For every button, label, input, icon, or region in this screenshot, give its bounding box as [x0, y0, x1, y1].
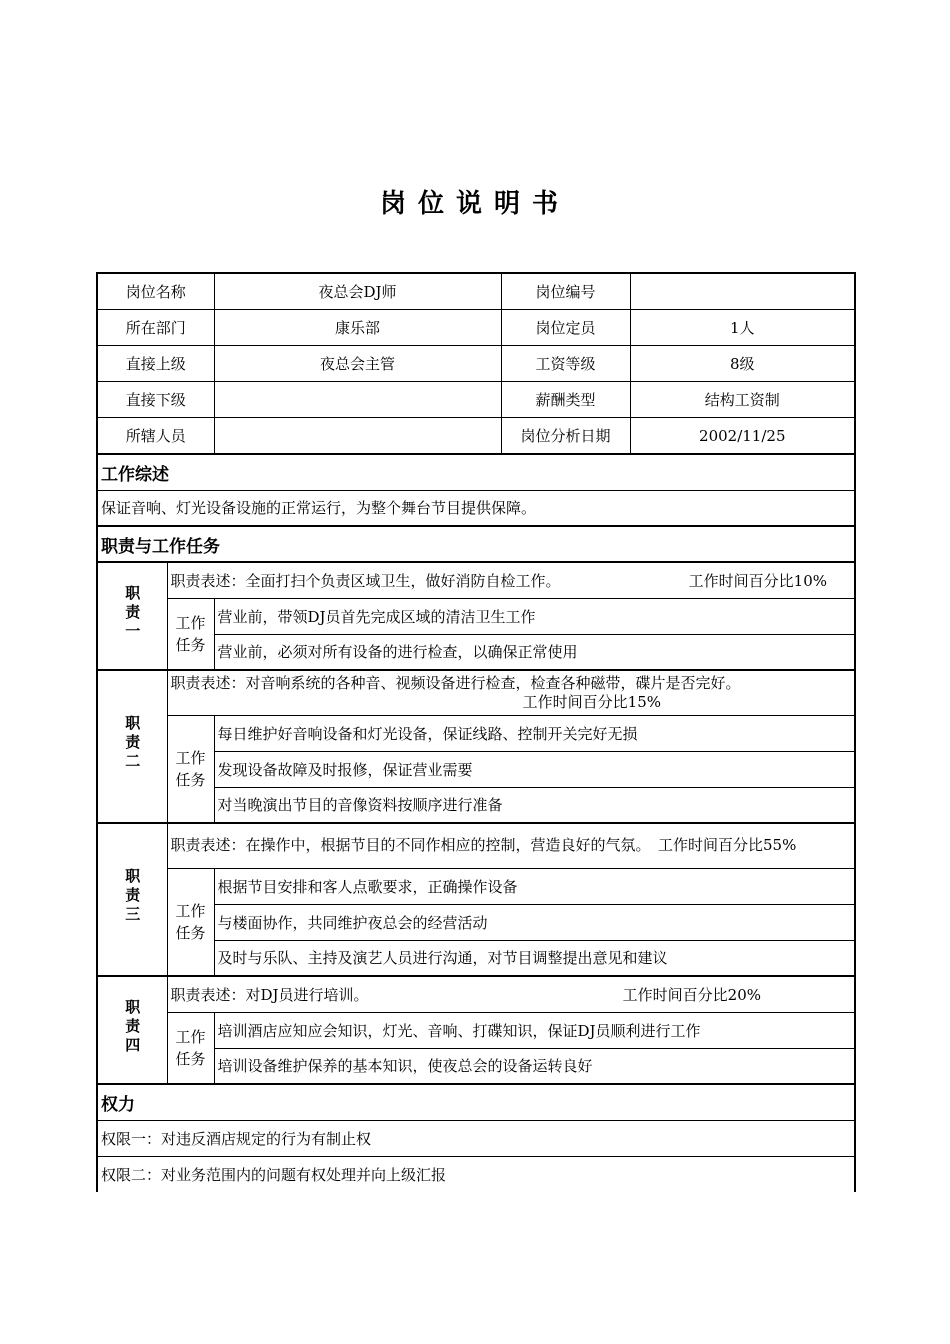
value-staff [214, 418, 501, 455]
duty3-task-label [167, 868, 214, 976]
label-analysis-date: 岗位分析日期 [501, 418, 630, 455]
label-headcount: 岗位定员 [501, 310, 630, 346]
duty1-label [97, 562, 167, 670]
value-position-name: 夜总会DJ师 [214, 273, 501, 310]
duty2-task2: 发现设备故障及时报修，保证营业需要 [214, 751, 855, 787]
value-analysis-date: 2002/11/25 [630, 418, 855, 455]
duty2-pct: 工作时间百分比15% [522, 692, 662, 711]
label-position-name: 岗位名称 [97, 273, 214, 310]
duty1-label-text: 职责一 [123, 584, 142, 642]
duty2-task3: 对当晚演出节目的音像资料按顺序进行准备 [214, 787, 855, 823]
value-subordinate [214, 382, 501, 418]
duty4-label [97, 976, 167, 1084]
duties-heading: 职责与工作任务 [97, 526, 855, 562]
duty3-label-text: 职责三 [123, 868, 142, 925]
duty2-task-label [167, 715, 214, 823]
duty2-task-label-text: 工作任务 [175, 748, 206, 789]
duty2-desc-text: 职责表述：对音响系统的各种音、视频设备进行检查，检查各种磁带，碟片是否完好。 [170, 673, 741, 692]
duty4-desc [167, 976, 855, 1012]
page-title: 岗位说明书 [379, 189, 570, 219]
value-salary-grade: 8级 [630, 346, 855, 382]
label-department: 所在部门 [97, 310, 214, 346]
duty1-task-row [97, 598, 855, 634]
authority-item-1: 权限一：对违反酒店规定的行为有制止权 [97, 1120, 855, 1156]
label-position-code: 岗位编号 [501, 273, 630, 310]
duty2-task1: 每日维护好音响设备和灯光设备，保证线路、控制开关完好无损 [214, 715, 855, 751]
duty2-desc-row [97, 670, 855, 715]
duty4-task2: 培训设备维护保养的基本知识，使夜总会的设备运转良好 [214, 1048, 855, 1084]
summary-heading: 工作综述 [97, 454, 855, 490]
authority-row [97, 1156, 855, 1192]
duty4-label-text: 职责四 [123, 998, 142, 1056]
value-pay-type: 结构工资制 [630, 382, 855, 418]
label-subordinate: 直接下级 [97, 382, 214, 418]
value-department: 康乐部 [214, 310, 501, 346]
duty2-desc [167, 670, 855, 715]
info-row-subordinate [97, 382, 855, 418]
info-row-position [97, 273, 855, 310]
info-row-supervisor [97, 346, 855, 382]
duty2-label-text: 职责二 [123, 715, 142, 772]
authority-heading-row [97, 1084, 855, 1120]
duty1-desc-row [97, 562, 855, 598]
value-position-code [630, 273, 855, 310]
info-row-staff [97, 418, 855, 455]
job-description-table [96, 272, 856, 1192]
summary-text: 保证音响、灯光设备设施的正常运行，为整个舞台节目提供保障。 [97, 490, 855, 526]
authority-row [97, 1120, 855, 1156]
duty4-pct: 工作时间百分比20% [622, 985, 762, 1004]
duty3-desc: 职责表述：在操作中，根据节目的不同作相应的控制，营造良好的气氛。 工作时间百分比55% [167, 823, 855, 868]
duty4-desc-row [97, 976, 855, 1012]
duty3-task3: 及时与乐队、主持及演艺人员进行沟通，对节目调整提出意见和建议 [214, 940, 855, 976]
label-staff: 所辖人员 [97, 418, 214, 455]
duty3-task2: 与楼面协作，共同维护夜总会的经营活动 [214, 904, 855, 940]
duty1-task2: 营业前，必须对所有设备的进行检查，以确保正常使用 [214, 634, 855, 670]
summary-heading-row [97, 454, 855, 490]
summary-text-row [97, 490, 855, 526]
label-salary-grade: 工资等级 [501, 346, 630, 382]
duty3-task-label-text: 工作任务 [175, 901, 206, 942]
duty1-task-label-text: 工作任务 [175, 613, 206, 654]
duty4-task-label-text: 工作任务 [175, 1027, 206, 1068]
duty1-desc-text: 职责表述：全面打扫个负责区域卫生，做好消防自检工作。 [170, 571, 561, 590]
duty4-task-label [167, 1012, 214, 1084]
duty1-desc [167, 562, 855, 598]
duty4-task-row [97, 1012, 855, 1048]
duties-heading-row [97, 526, 855, 562]
duty3-task-row [97, 868, 855, 904]
duty3-task1: 根据节目安排和客人点歌要求，正确操作设备 [214, 868, 855, 904]
duty4-task1: 培训酒店应知应会知识，灯光、音响、打碟知识，保证DJ员顺利进行工作 [214, 1012, 855, 1048]
duty1-pct: 工作时间百分比10% [688, 571, 828, 590]
duty3-label [97, 823, 167, 976]
duty2-label [97, 670, 167, 823]
authority-item-2: 权限二：对业务范围内的问题有权处理并向上级汇报 [97, 1156, 855, 1192]
value-headcount: 1人 [630, 310, 855, 346]
info-row-department [97, 310, 855, 346]
value-supervisor: 夜总会主管 [214, 346, 501, 382]
duty1-task-label [167, 598, 214, 670]
authority-heading: 权力 [97, 1084, 855, 1120]
duty2-task-row [97, 715, 855, 751]
duty1-task1: 营业前，带领DJ员首先完成区域的清洁卫生工作 [214, 598, 855, 634]
duty4-desc-text: 职责表述：对DJ员进行培训。 [170, 985, 369, 1004]
label-pay-type: 薪酬类型 [501, 382, 630, 418]
duty3-desc-row [97, 823, 855, 868]
label-supervisor: 直接上级 [97, 346, 214, 382]
